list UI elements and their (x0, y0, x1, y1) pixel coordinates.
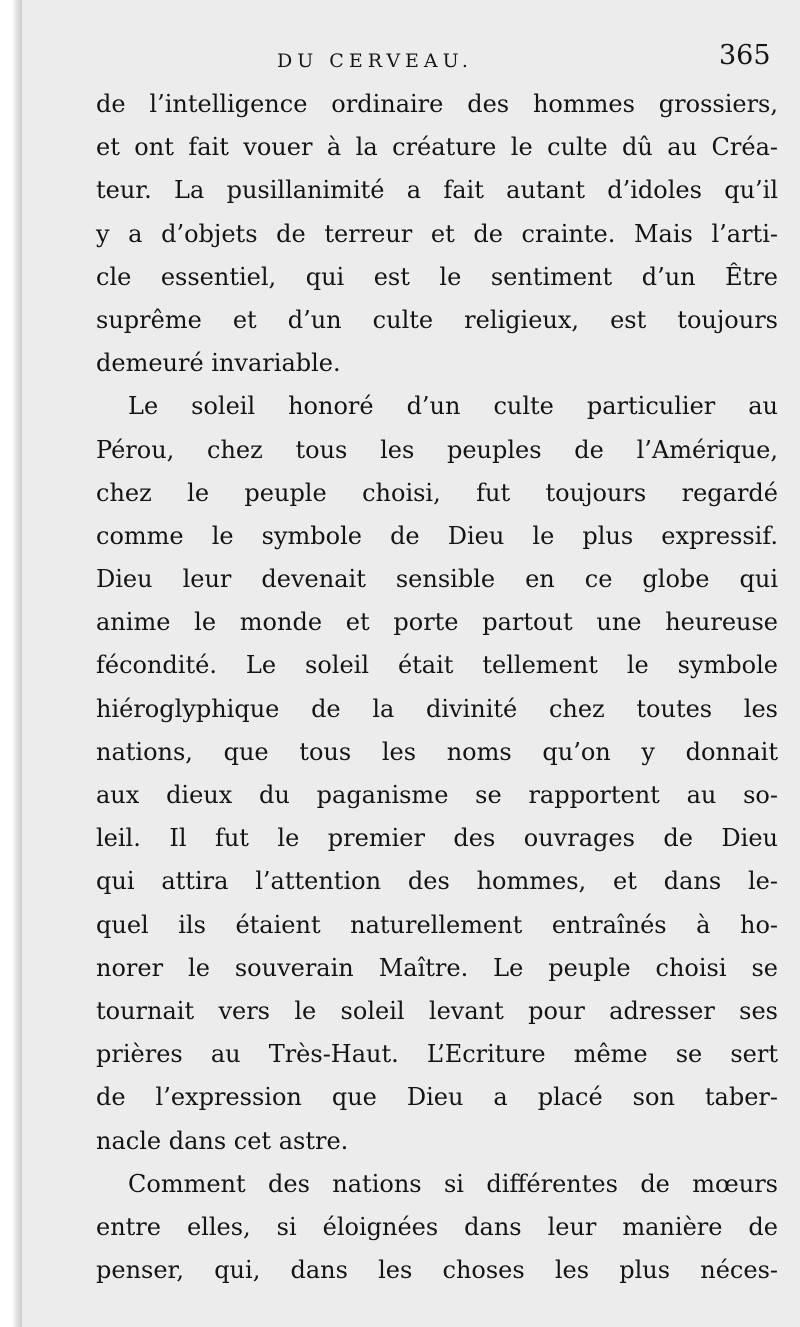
text-line: anime le monde et porte partout une heureuse (96, 608, 778, 637)
paragraph-start-line: Comment des nations si différentes de mœurs (128, 1169, 778, 1198)
text-line: fécondité. Le soleil était tellement le symbole (96, 651, 778, 680)
text-line: norer le souverain Maître. Le peuple choisi se (96, 953, 778, 982)
text-line: comme le symbole de Dieu le plus expressif. (96, 521, 778, 550)
page-number: 365 (719, 40, 771, 71)
text-line: teur. La pusillanimité a fait autant d’idoles qu’il (96, 176, 778, 205)
text-line: prières au Très-Haut. L’Ecriture même se sert (96, 1040, 778, 1069)
text-line: qui attira l’attention des hommes, et dans le- (96, 867, 778, 896)
binding-gutter (0, 0, 22, 1327)
text-line: Dieu leur devenait sensible en ce globe qui (96, 565, 778, 594)
running-title: DU CERVEAU. (277, 50, 473, 72)
text-line: de l’intelligence ordinaire des hommes grossiers, (96, 90, 778, 118)
text-line: entre elles, si éloignées dans leur manière de (96, 1212, 778, 1241)
text-line: et ont fait vouer à la créature le culte dû au Créa- (96, 133, 778, 162)
text-line: Pérou, chez tous les peuples de l’Amérique, (96, 435, 778, 464)
text-line: cle essentiel, qui est le sentiment d’un Être (96, 262, 778, 291)
text-line: chez le peuple choisi, fut toujours regardé (96, 478, 778, 507)
text-line: aux dieux du paganisme se rapportent au so- (96, 781, 778, 809)
text-line: nacle dans cet astre. (96, 1126, 349, 1155)
body-text (96, 83, 778, 1292)
text-line: nations, que tous les noms qu’on y donnait (96, 737, 778, 766)
text-line: penser, qui, dans les choses les plus néces- (96, 1256, 778, 1285)
paragraph-start-line: Le soleil honoré d’un culte particulier au (128, 392, 778, 421)
text-line: suprême et d’un culte religieux, est toujours (96, 305, 778, 334)
text-line: tournait vers le soleil levant pour adresser ses (96, 996, 778, 1025)
text-line: leil. Il fut le premier des ouvrages de Dieu (96, 824, 778, 853)
text-line: y a d’objets de terreur et de crainte. Mais l’arti- (96, 219, 778, 248)
text-line: hiéroglyphique de la divinité chez toutes les (96, 694, 778, 723)
text-line: demeuré invariable. (96, 349, 341, 378)
text-line: quel ils étaient naturellement entraînés à ho- (96, 910, 778, 939)
running-head (22, 38, 800, 78)
text-line: de l’expression que Dieu a placé son taber- (96, 1083, 778, 1112)
page-sheet (22, 0, 800, 1327)
